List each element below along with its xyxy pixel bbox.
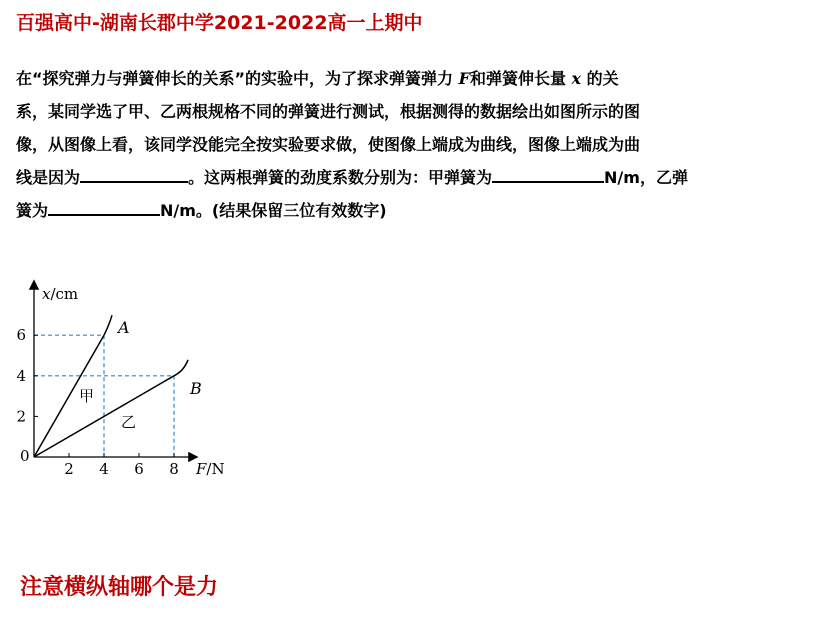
answer-blank-reason[interactable] (80, 163, 188, 183)
guide-lines (34, 335, 174, 457)
origin-label: 0 (20, 447, 30, 465)
question-line-4 (16, 161, 824, 194)
x-axis-variable: F (196, 460, 207, 478)
x-tick-label: 2 (64, 460, 74, 478)
force-extension-graph (0, 270, 260, 490)
x-tick-label: 6 (134, 460, 144, 478)
question-text-segment: 的关 (581, 69, 619, 88)
answer-blank-spring-a[interactable] (492, 163, 604, 183)
question-text-segment: 在“探究弹力与弹簧伸长的关系”的实验中，为了探求弹簧弹力 (16, 69, 459, 88)
question-text-segment: 线是因为 (16, 168, 81, 187)
question-line-3: 像，从图像上看，该同学没能完全按实验要求做，使图像上端成为曲线，图像上端成为曲 (16, 135, 641, 154)
y-tick-label: 2 (16, 407, 26, 426)
series-curve-A (104, 315, 112, 335)
question-text-segment: N/m，乙弹 (604, 168, 688, 187)
question-text-segment: 。这两根弹簧的劲度系数分别为：甲弹簧为 (188, 168, 493, 187)
y-axis-unit: /cm (50, 285, 79, 303)
axis-ticks (16, 326, 178, 478)
x-axis-unit: /N (206, 460, 225, 478)
teacher-note: 注意横纵轴哪个是力 (20, 575, 219, 600)
question-text (16, 62, 824, 227)
series-lines (34, 315, 202, 457)
series-curve-B (174, 360, 188, 376)
question-line-2: 系，某同学选了甲、乙两根规格不同的弹簧进行测试，根据测得的数据绘出如图所示的图 (16, 102, 641, 121)
page-title: 百强高中-湖南长郡中学2021-2022高一上期中 (16, 12, 423, 34)
answer-blank-spring-b[interactable] (48, 196, 160, 216)
y-tick-label: 6 (16, 326, 26, 345)
y-axis-label (42, 285, 78, 303)
question-text-segment: N/m。(结果保留三位有效数字) (160, 201, 387, 220)
x-tick-label: 4 (99, 460, 109, 478)
question-text-segment: 和弹簧伸长量 (469, 69, 572, 88)
x-tick-label: 8 (169, 460, 179, 478)
question-line-5 (16, 194, 824, 227)
question-line-1 (16, 62, 824, 95)
x-axis-label (195, 460, 225, 478)
series-label-B: B (190, 378, 202, 398)
spring-label-yi: 乙 (121, 413, 137, 431)
extension-variable: x (571, 69, 582, 88)
y-axis-variable: x (42, 285, 51, 303)
spring-label-jia: 甲 (79, 387, 95, 405)
force-variable: F (458, 69, 470, 88)
question-text-segment: 簧为 (16, 201, 49, 220)
series-label-A: A (118, 318, 130, 338)
y-tick-label: 4 (16, 366, 26, 385)
